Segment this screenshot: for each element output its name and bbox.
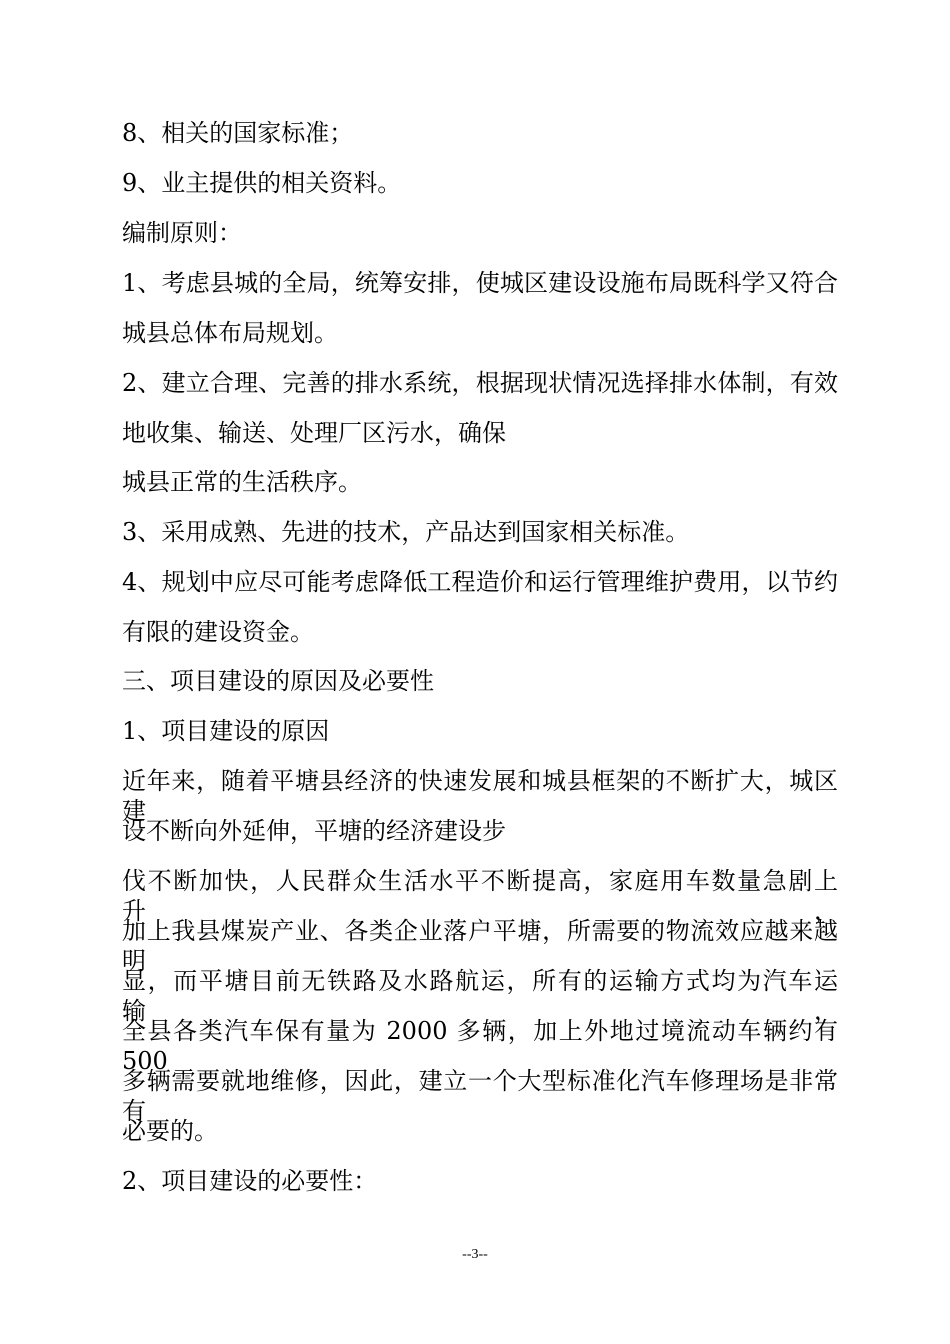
paragraph-line: 近年来，随着平塘县经济的快速发展和城县框架的不断扩大，城区建 (122, 767, 838, 825)
paragraph-line: 2、建立合理、完善的排水系统，根据现状情况选择排水体制，有效 (122, 369, 838, 397)
section-heading-reasons-necessity: 三、项目建设的原因及必要性 (122, 667, 434, 695)
paragraph-line: 城县正常的生活秩序。 (122, 468, 362, 496)
page-number: --3-- (462, 1247, 488, 1262)
paragraph-line: 城县总体布局规划。 (122, 319, 338, 347)
list-item-standards: 8、相关的国家标准； (122, 119, 354, 147)
paragraph-line: 设不断向外延伸，平塘的经济建设步 (122, 817, 506, 845)
paragraph-line: 3、采用成熟、先进的技术，产品达到国家相关标准。 (122, 518, 690, 546)
paragraph-line: 全县各类汽车保有量为 2000 多辆，加上外地过境流动车辆约有 500 (122, 1017, 838, 1075)
paragraph-line: 必要的。 (122, 1117, 218, 1145)
paragraph-line: 有限的建设资金。 (122, 618, 314, 646)
paragraph-line: 伐不断加快，人民群众生活水平不断提高，家庭用车数量急剧上升， (122, 867, 838, 925)
paragraph-line: 多辆需要就地维修，因此，建立一个大型标准化汽车修理场是非常有 (122, 1067, 838, 1125)
paragraph-line: 1、考虑县城的全局，统筹安排，使城区建设设施布局既科学又符合 (122, 269, 838, 297)
subsection-heading-reasons: 1、项目建设的原因 (122, 717, 330, 745)
section-heading-principles: 编制原则： (122, 219, 242, 247)
paragraph-line: 地收集、输送、处理厂区污水，确保 (122, 419, 506, 447)
paragraph-line: 显，而平塘目前无铁路及水路航运，所有的运输方式均为汽车运输， (122, 967, 838, 1025)
subsection-heading-necessity: 2、项目建设的必要性： (122, 1167, 378, 1195)
list-item-owner-materials: 9、业主提供的相关资料。 (122, 169, 402, 197)
paragraph-line: 4、规划中应尽可能考虑降低工程造价和运行管理维护费用，以节约 (122, 568, 838, 596)
paragraph-line: 加上我县煤炭产业、各类企业落户平塘，所需要的物流效应越来越明 (122, 917, 838, 975)
